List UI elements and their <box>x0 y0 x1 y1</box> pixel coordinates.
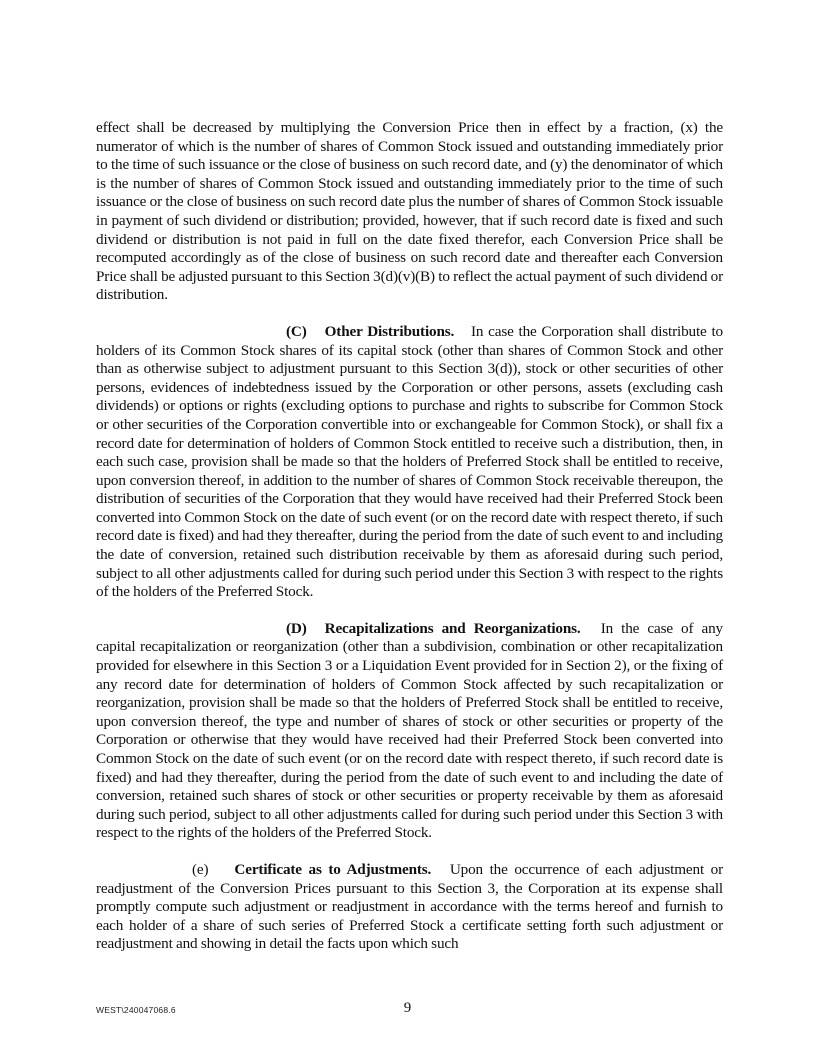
document-id: WEST\240047068.6 <box>96 1005 176 1015</box>
paragraph-dividend-adjustment: effect shall be decreased by multiplying the Conversion Price then in effect by a fraction, (x) the numerator of which is the number of shares of Common Stock issued and outstanding immediately prior to the time of such issuance or the close of business on such record date, and (y) the denominator of which is the number of shares of Common Stock issued and outstanding immediately prior to the time of such issuance or the close of business on such record date plus the number of shares of Common Stock issuable in payment of such dividend or distribution; provided, however, that if such record date is fixed and such dividend or distribution is not paid in full on the date fixed therefor, each Conversion Price shall be recomputed accordingly as of the close of business on such record date and thereafter each Conversion Price shall be adjusted pursuant to this Section 3(d)(v)(B) to reflect the actual payment of such dividend or distribution. <box>96 119 723 304</box>
section-e-label: (e) <box>192 860 209 878</box>
page-number: 9 <box>403 1000 412 1016</box>
paragraph-certificate-adjustments <box>96 861 723 954</box>
section-c-heading: Other Distributions. <box>324 322 455 340</box>
section-d-body: In the case of any capital recapitalization or reorganization (other than a subdivision, combination or other recapitalization provided for elsewhere in this Section 3 or a Liquidation Event provided for in Section 2), or the fixing of any record date for determination of holders of Common Stock affected by such recapitalization or reorganization, provision shall be made so that the holders of Preferred Stock shall be entitled to receive, upon conversion thereof, the type and number of shares of stock or other securities or property of the Corporation or otherwise that they would have received had their Preferred Stock been converted into Common Stock on the date of such event (or on the record date with respect thereto, if such record date is fixed) and had they thereafter, during the period from the date of such event to and including the date of conversion, retained such shares of stock or other securities or property receivable by them as aforesaid during such period, subject to all other adjustments called for during such period under this Section 3 with respect to the rights of the holders of the Preferred Stock. <box>96 619 723 842</box>
section-e-body: Upon the occurrence of each adjustment or readjustment of the Conversion Prices pursuant to this Section 3, the Corporation at its expense shall promptly compute such adjustment or readjustment in accordance with the terms hereof and furnish to each holder of a share of such series of Preferred Stock a certificate setting forth such adjustment or readjustment and showing in detail the facts upon which such <box>96 860 723 953</box>
section-d-label: (D) <box>286 619 307 637</box>
section-c-label: (C) <box>286 322 307 340</box>
section-d-heading: Recapitalizations and Reorganizations. <box>324 619 581 637</box>
paragraph-other-distributions <box>96 323 723 602</box>
section-c-body: In case the Corporation shall distribute to holders of its Common Stock shares of its capital stock (other than shares of Common Stock and other than as otherwise subject to adjustment pursuant to this Section 3(d)), stock or other securities of other persons, evidences of indebtedness issued by the Corporation or other persons, assets (excluding cash dividends) or options or rights (excluding options to purchase and rights to subscribe for Common Stock or other securities of the Corporation convertible into or exchangeable for Common Stock), or shall fix a record date for determination of holders of Common Stock entitled to receive such a distribution, then, in each such case, provision shall be made so that the holders of Preferred Stock shall be entitled to receive, upon conversion thereof, in addition to the number of shares of Common Stock receivable thereupon, the distribution of securities of the Corporation that they would have received had their Preferred Stock been converted into Common Stock on the date of such event (or on the record date with respect thereto, if such record date is fixed) and had they thereafter, during the period from the date of such event to and including the date of conversion, retained such distribution receivable by them as aforesaid during such period, subject to all other adjustments called for during such period under this Section 3 with respect to the rights of the holders of the Preferred Stock. <box>96 322 723 601</box>
paragraph-recapitalizations <box>96 620 723 843</box>
section-e-heading: Certificate as to Adjustments. <box>234 860 432 878</box>
page-body <box>96 119 723 954</box>
